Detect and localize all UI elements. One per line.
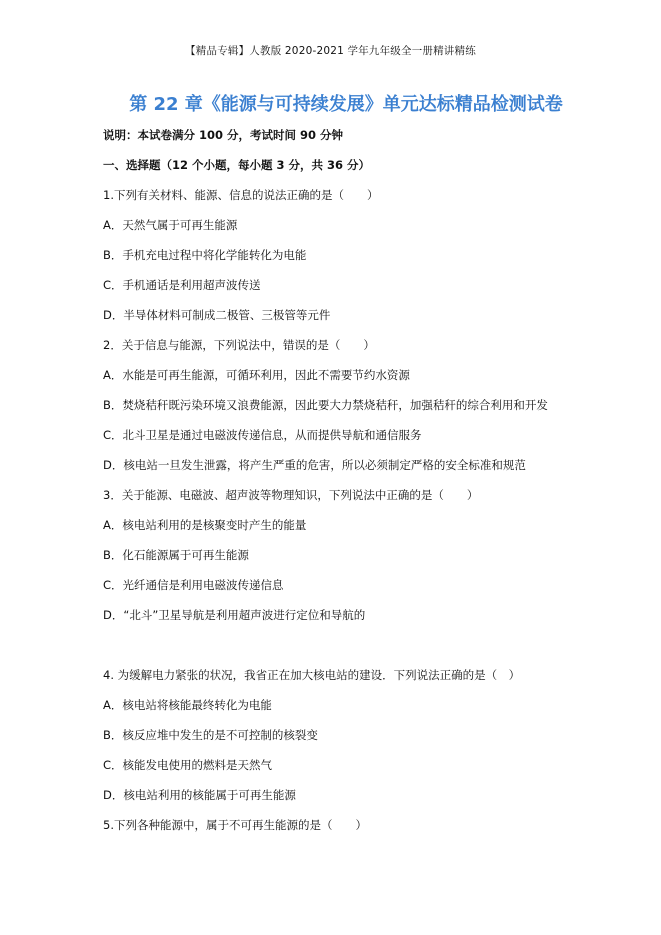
exam-instructions: 说明：本试卷满分 100 分，考试时间 90 分钟 bbox=[103, 128, 344, 142]
question-3-option-c: C．光纤通信是利用电磁波传递信息 bbox=[103, 578, 284, 592]
question-2-option-d: D．核电站一旦发生泄露，将产生严重的危害，所以必须制定严格的安全标准和规范 bbox=[103, 458, 526, 472]
question-3-option-b: B．化石能源属于可再生能源 bbox=[103, 548, 249, 562]
question-4-option-d: D．核电站利用的核能属于可再生能源 bbox=[103, 788, 296, 802]
question-1-option-b: B．手机充电过程中将化学能转化为电能 bbox=[103, 248, 307, 262]
question-1-option-a: A．天然气属于可再生能源 bbox=[103, 218, 238, 232]
question-stem-1: 1.下列有关材料、能源、信息的说法正确的是（ ） bbox=[103, 188, 379, 202]
question-1-option-d: D．半导体材料可制成二极管、三极管等元件 bbox=[103, 308, 331, 322]
document-title: 第 22 章《能源与可持续发展》单元达标精品检测试卷 bbox=[129, 94, 563, 115]
question-2-option-b: B．焚烧秸秆既污染环境又浪费能源，因此要大力禁烧秸秆，加强秸秆的综合利用和开发 bbox=[103, 398, 548, 412]
question-stem-5: 5.下列各种能源中，属于不可再生能源的是（ ） bbox=[103, 818, 367, 832]
question-2-option-a: A．水能是可再生能源，可循环利用，因此不需要节约水资源 bbox=[103, 368, 410, 382]
question-4-option-b: B．核反应堆中发生的是不可控制的核裂变 bbox=[103, 728, 318, 742]
section-heading: 一、选择题（12 个小题，每小题 3 分，共 36 分） bbox=[103, 158, 371, 172]
question-4-option-c: C．核能发电使用的燃料是天然气 bbox=[103, 758, 273, 772]
question-3-option-a: A．核电站利用的是核聚变时产生的能量 bbox=[103, 518, 307, 532]
question-2-option-c: C．北斗卫星是通过电磁波传递信息，从而提供导航和通信服务 bbox=[103, 428, 422, 442]
question-stem-3: 3．关于能源、电磁波、超声波等物理知识，下列说法中正确的是（ ） bbox=[103, 488, 479, 502]
question-4-option-a: A．核电站将核能最终转化为电能 bbox=[103, 698, 272, 712]
question-1-option-c: C．手机通话是利用超声波传送 bbox=[103, 278, 261, 292]
question-stem-2: 2．关于信息与能源，下列说法中，错误的是（ ） bbox=[103, 338, 375, 352]
question-stem-4: 4. 为缓解电力紧张的状况，我省正在加大核电站的建设．下列说法正确的是（ ） bbox=[103, 668, 521, 682]
question-3-option-d: D．“北斗”卫星导航是利用超声波进行定位和导航的 bbox=[103, 608, 366, 622]
page-header: 【精品专辑】人教版 2020-2021 学年九年级全一册精讲精练 bbox=[185, 45, 476, 57]
